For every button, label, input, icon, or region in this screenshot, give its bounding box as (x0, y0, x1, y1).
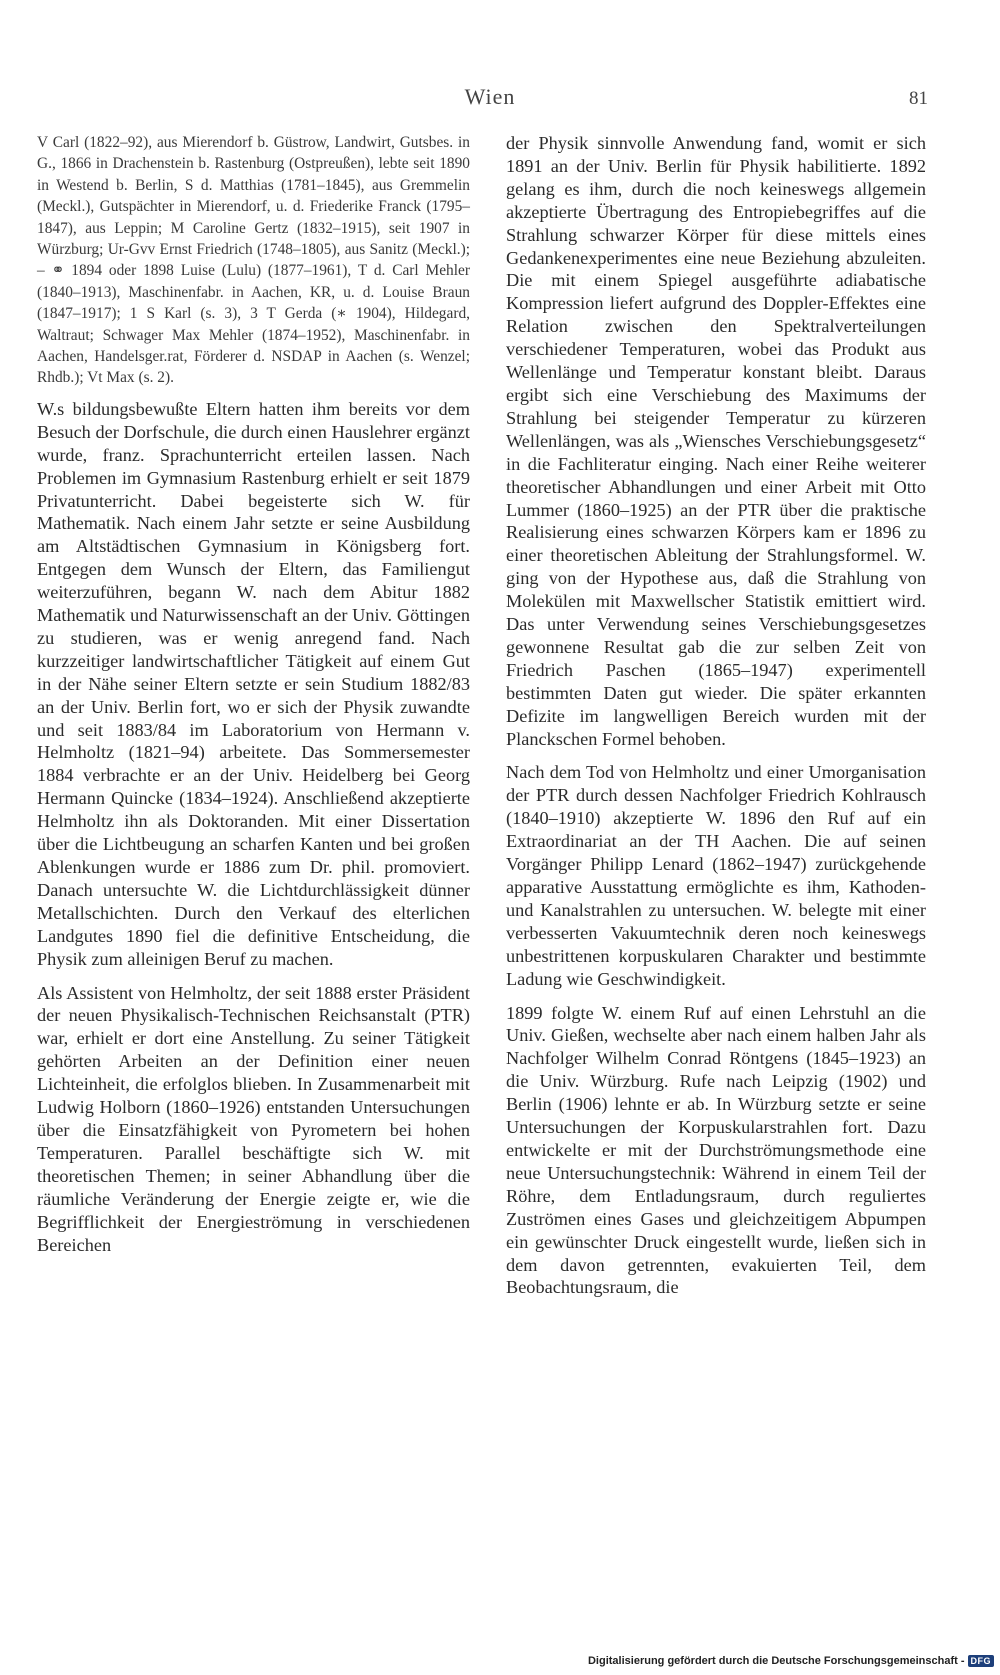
digitization-footer (588, 1655, 994, 1667)
paragraph-wuerzburg: 1899 folgte W. einem Ruf auf einen Lehrstuhl an die Univ. Gießen, wechselte aber nach einem halben Jahr als Nachfolger Wilhelm Conrad Röntgens (1845–1923) an die Univ. Würzburg. Rufe nach Leipzig (1902) und Berlin (1906) lehnte er ab. In Würzburg setzte er seine Untersuchungen der Korpuskularstrahlen fort. Dazu entwickelte er mit der Durchströmungsmethode eine neue Untersuchungstechnik: Während in einem Teil der Röhre, dem Entladungsraum, durch reguliertes Zuströmen eines Gases und gleichzeitigem Abpumpen ein gewünschter Druck eingestellt wurde, ließen sich in dem davon getrennten, evakuierten Teil, dem Beobachtungsraum, die (506, 1002, 926, 1298)
paragraph-education: W.s bildungsbewußte Eltern hatten ihm bereits vor dem Besuch der Dorfschule, die durch einen Hauslehrer ergänzt wurde, franz. Sprachunterricht erteilen lassen. Nach Problemen im Gymnasium Rastenburg erhielt er seit 1879 Privatunterricht. Dabei begeisterte sich W. für Mathematik. Nach einem Jahr setzte er seine Ausbildung am Altstädtischen Gymnasium in Königsberg fort. Entgegen dem Wunsch der Eltern, das Familiengut weiterzuführen, begann W. nach dem Abitur 1882 Mathematik und Naturwissenschaft an der Univ. Göttingen zu studieren, was er wenig anregend fand. Nach kurzzeitiger landwirtschaftlicher Tätigkeit auf einem Gut in der Nähe seiner Eltern setzte er sein Studium 1882/83 an der Univ. Berlin fort, wo er sich der Physik zuwandte und seit 1883/84 im Laboratorium von Hermann v. Helmholtz (1821–94) arbeitete. Das Sommersemester 1884 verbrachte er an der Univ. Heidelberg bei Georg Hermann Quincke (1834–1924). Anschließend akzeptierte Helmholtz ihn als Doktoranden. Mit einer Dissertation über die Lichtbeugung an scharfen Kanten und bei großen Ablenkungen wurde er 1886 zum Dr. phil. promoviert. Danach untersuchte W. die Lichtdurchlässigkeit dünner Metallschichten. Durch den Verkauf des elterlichen Landgutes 1890 fiel die definitive Entscheidung, die Physik zum alleinigen Beruf zu machen. (37, 398, 470, 969)
running-header (0, 84, 1000, 114)
paragraph-aachen: Nach dem Tod von Helmholtz und einer Umorganisation der PTR durch dessen Nachfolger Friedrich Kohlrausch (1840–1910) akzeptierte W. 1896 den Ruf auf ein Extraordinariat an der TH Aachen. Die auf seinen Vorgänger Philipp Lenard (1862–1947) zurückgehende apparative Ausstattung ermöglichte es ihm, Kathoden- und Kanalstrahlen zu untersuchen. W. belegte mit einer verbesserten Vakuumtechnik deren noch keineswegs unbestrittenen korpuskularen Charakter und bestimmte Ladung wie Geschwindigkeit. (506, 762, 926, 989)
paragraph-radiation-law: der Physik sinnvolle Anwendung fand, womit er sich 1891 an der Univ. Berlin für Physik habilitierte. 1892 gelang es ihm, durch die noch keineswegs allgemein akzeptierte Übertragung des Entropiebegriffes auf die Strahlung schwarzer Körper für diese mittels eines Gedankenexperimentes eine neue Beziehung abzuleiten. Die mit einem Spiegel ausgeführte adiabatische Kompression liefert aufgrund des Doppler-Effektes eine Relation zwischen den Spektralverteilungen verschiedener Temperaturen, wobei das Produkt aus Wellenlänge und Temperatur konstant bleibt. Daraus ergibt sich eine Verschiebung des Maximums der Strahlung bei steigender Temperatur zu kürzeren Wellenlängen, was als „Wiensches Verschiebungsgesetz“ in die Fachliteratur einging. Nach einer Reihe weiterer theoretischer Abhandlungen und einer Arbeit mit Otto Lummer (1860–1925) an der PTR über die praktische Realisierung eines schwarzen Körpers kam er 1896 zu einer theoretischen Ableitung der Strahlungsformel. W. ging von der Hypothese aus, daß die Strahlung von Molekülen mit Maxwellscher Statistik emittiert wird. Das unter Verwendung seines Verschiebungsgesetzes gewonnene Resultat gab die zur selben Zeit von Friedrich Paschen (1865–1947) experimentell bestimmten Daten gut wieder. Die später erkannten Defizite im langwelligen Bereich wurden mit der Planckschen Formel behoben. (506, 133, 926, 749)
page-number: 81 (909, 88, 928, 109)
running-title: Wien (464, 84, 516, 109)
footer-text: Digitalisierung gefördert durch die Deutsche Forschungsgemeinschaft - (587, 1655, 965, 1667)
left-column (37, 132, 470, 1267)
paragraph-assistant: Als Assistent von Helmholtz, der seit 1888 erster Präsident der neuen Physikalisch-Technischen Reichsanstalt (PTR) war, erhielt er dort eine Anstellung. Zu seiner Tätigkeit gehörten Arbeiten an der Definition einer neuen Lichteinheit, die erfolglos blieben. In Zusammenarbeit mit Ludwig Holborn (1860–1926) entstanden Untersuchungen über die Einsatzfähigkeit von Pyrometern bei hohen Temperaturen. Parallel beschäftigte sich W. mit theoretischen Themen; in seiner Abhandlung über die räumliche Veränderung der Energie zeigte er, wie die Begrifflichkeit der Energieströmung in verschiedenen Bereichen (37, 982, 470, 1255)
dfg-logo: DFG (968, 1655, 995, 1667)
genealogy-note: V Carl (1822–92), aus Mierendorf b. Güstrow, Landwirt, Gutsbes. in G., 1866 in Drachenstein b. Rastenburg (Ostpreußen), lebte seit 1890 in Westend b. Berlin, S d. Matthias (1781–1845), aus Gremmelin (Meckl.), Gutspächter in Mierendorf, u. d. Friederike Franck (1795–1847), aus Leppin; M Caroline Gertz (1832–1915), seit 1907 in Würzburg; Ur-Gvv Ernst Friedrich (1748–1805), aus Sanitz (Meckl.); – ⚭ 1894 oder 1898 Luise (Lulu) (1877–1961), T d. Carl Mehler (1840–1913), Maschinenfabr. in Aachen, KR, u. d. Louise Braun (1847–1917); 1 S Karl (s. 3), 3 T Gerda (∗ 1904), Hildegard, Waltraut; Schwager Max Mehler (1874–1952), Maschinenfabr. in Aachen, Handelsger.rat, Förderer d. NSDAP in Aachen (s. Wenzel; Rhdb.); Vt Max (s. 2). (37, 134, 470, 387)
right-column (506, 132, 926, 1310)
